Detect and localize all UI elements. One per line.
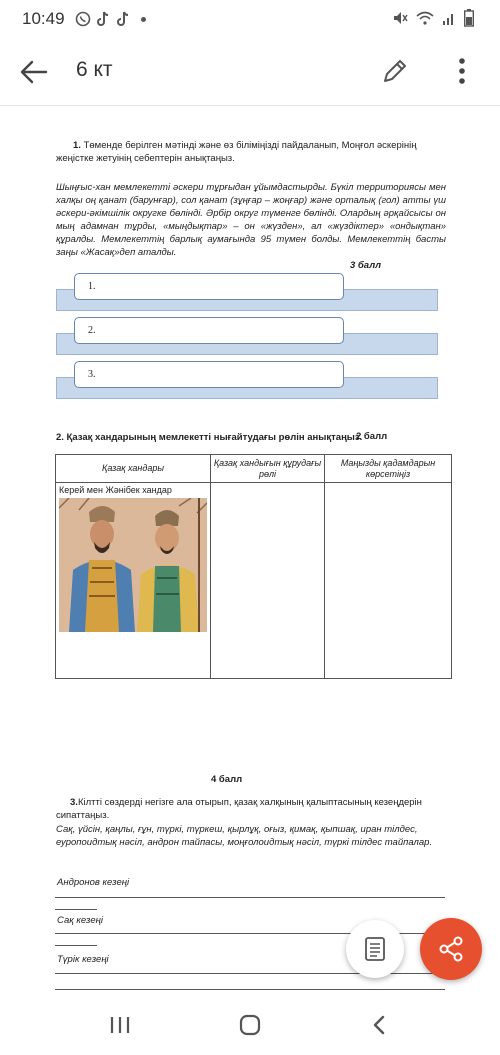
steps-answer-cell[interactable] <box>325 483 452 679</box>
field-label-saka: Сақ кезеңі <box>57 915 103 926</box>
question-2 <box>56 431 362 444</box>
table-header-row <box>56 455 452 483</box>
question-2-points: 2 балл <box>356 431 388 442</box>
khans-caption: Керей мен Жәнібек хандар <box>59 485 172 495</box>
reader-mode-button[interactable] <box>346 920 404 978</box>
more-vert-icon[interactable] <box>452 56 472 86</box>
table-row <box>56 483 452 679</box>
field-label-turk: Түрік кезеңі <box>57 954 109 965</box>
system-icons <box>392 9 474 27</box>
answer-line-andronov[interactable] <box>55 897 445 898</box>
share-icon <box>437 935 465 963</box>
pencil-icon[interactable] <box>380 56 410 86</box>
question-1-points: 3 балл <box>350 260 382 271</box>
app-bar <box>0 38 500 106</box>
navigation-bar <box>0 995 500 1055</box>
mute-icon <box>392 10 408 26</box>
question-1 <box>56 139 446 165</box>
tiktok-icon <box>97 11 111 27</box>
question-3-points: 4 балл <box>211 774 243 785</box>
field-label-andronov: Андронов кезеңі <box>57 877 130 888</box>
notification-icons <box>75 11 146 27</box>
header-khans: Қазақ хандары <box>56 455 211 483</box>
signal-icon <box>442 10 456 26</box>
recents-icon[interactable] <box>108 1015 132 1035</box>
question-1-number: 1. <box>73 140 81 151</box>
wifi-icon <box>416 10 434 26</box>
question-3-text: Кілтті сөздерді негізге ала отырып, қазақ халқының қалыптасының кезеңдерін сипаттаңыз. <box>56 797 422 821</box>
short-line <box>55 909 97 910</box>
back-arrow-icon[interactable] <box>18 56 50 88</box>
khans-table <box>55 454 452 679</box>
document-title: 6 кт <box>76 58 113 81</box>
khans-cell <box>56 483 211 679</box>
battery-icon <box>464 9 474 27</box>
back-chevron-icon[interactable] <box>368 1013 392 1037</box>
role-answer-cell[interactable] <box>211 483 325 679</box>
answer-input-2[interactable]: 2. <box>74 317 344 344</box>
header-steps: Маңызды қадамдарын көрсетіңіз <box>325 455 452 483</box>
status-bar <box>0 0 500 38</box>
tiktok-icon <box>117 11 131 27</box>
share-button[interactable] <box>420 918 482 980</box>
question-3 <box>56 796 446 822</box>
question-3-number: 3. <box>70 797 78 808</box>
answer-input-3[interactable]: 3. <box>74 361 344 388</box>
header-role: Қазақ хандығын құрудағы рөлі <box>211 455 325 483</box>
dot-icon <box>141 17 146 22</box>
answer-line-extra[interactable] <box>55 989 445 990</box>
document-page[interactable] <box>0 107 500 995</box>
question-3-keywords: Сақ, үйсін, қаңлы, ғұн, түркі, түркеш, қырлұқ, оғыз, қимақ, қыпшақ, иран тілдес, еуропоидтық нәсіл, андрон тайпасы, моңғолоидтық нәсіл, түркі тілдес тайпалар. <box>56 824 433 848</box>
question-1-text: Төменде берілген мәтінді және өз біліміңізді пайдаланып, Моңғол әскерінің жеңістке жетуінің себептерін анықтаңыз. <box>56 140 417 164</box>
whatsapp-icon <box>75 11 91 27</box>
khans-painting <box>59 498 207 632</box>
reader-mode-icon <box>364 936 386 962</box>
khans-painting-illustration <box>59 498 207 632</box>
question-2-text: 2. Қазақ хандарының мемлекетті нығайтудағы рөлін анықтаңыз. <box>56 432 363 443</box>
status-time: 10:49 <box>22 9 65 28</box>
short-line <box>55 945 97 946</box>
question-1-passage: Шыңғыс-хан мемлекетті әскери тұрғыдан ұйымдастырды. Бүкіл территориясы мен халқы оң қанат (барунғар), сол қанат (зұңғар – жоңғар) және орталық (гол) атты үш әскери-әкімшілік округке бөлінді. Әрбір округ түменге бөлінді. Олардың әрқайсысы он мың адамнан тұрды, «мыңдықтар» – он «жүзден», ал «жүздіктер» «ондықтан» құралды. Мемлекеттің барлық аумағында 95 түмен болды. Мемлекеттің басты заңы «Жасақ»деп аталды. <box>56 182 446 258</box>
answer-input-1[interactable]: 1. <box>74 273 344 300</box>
home-icon[interactable] <box>238 1014 262 1036</box>
